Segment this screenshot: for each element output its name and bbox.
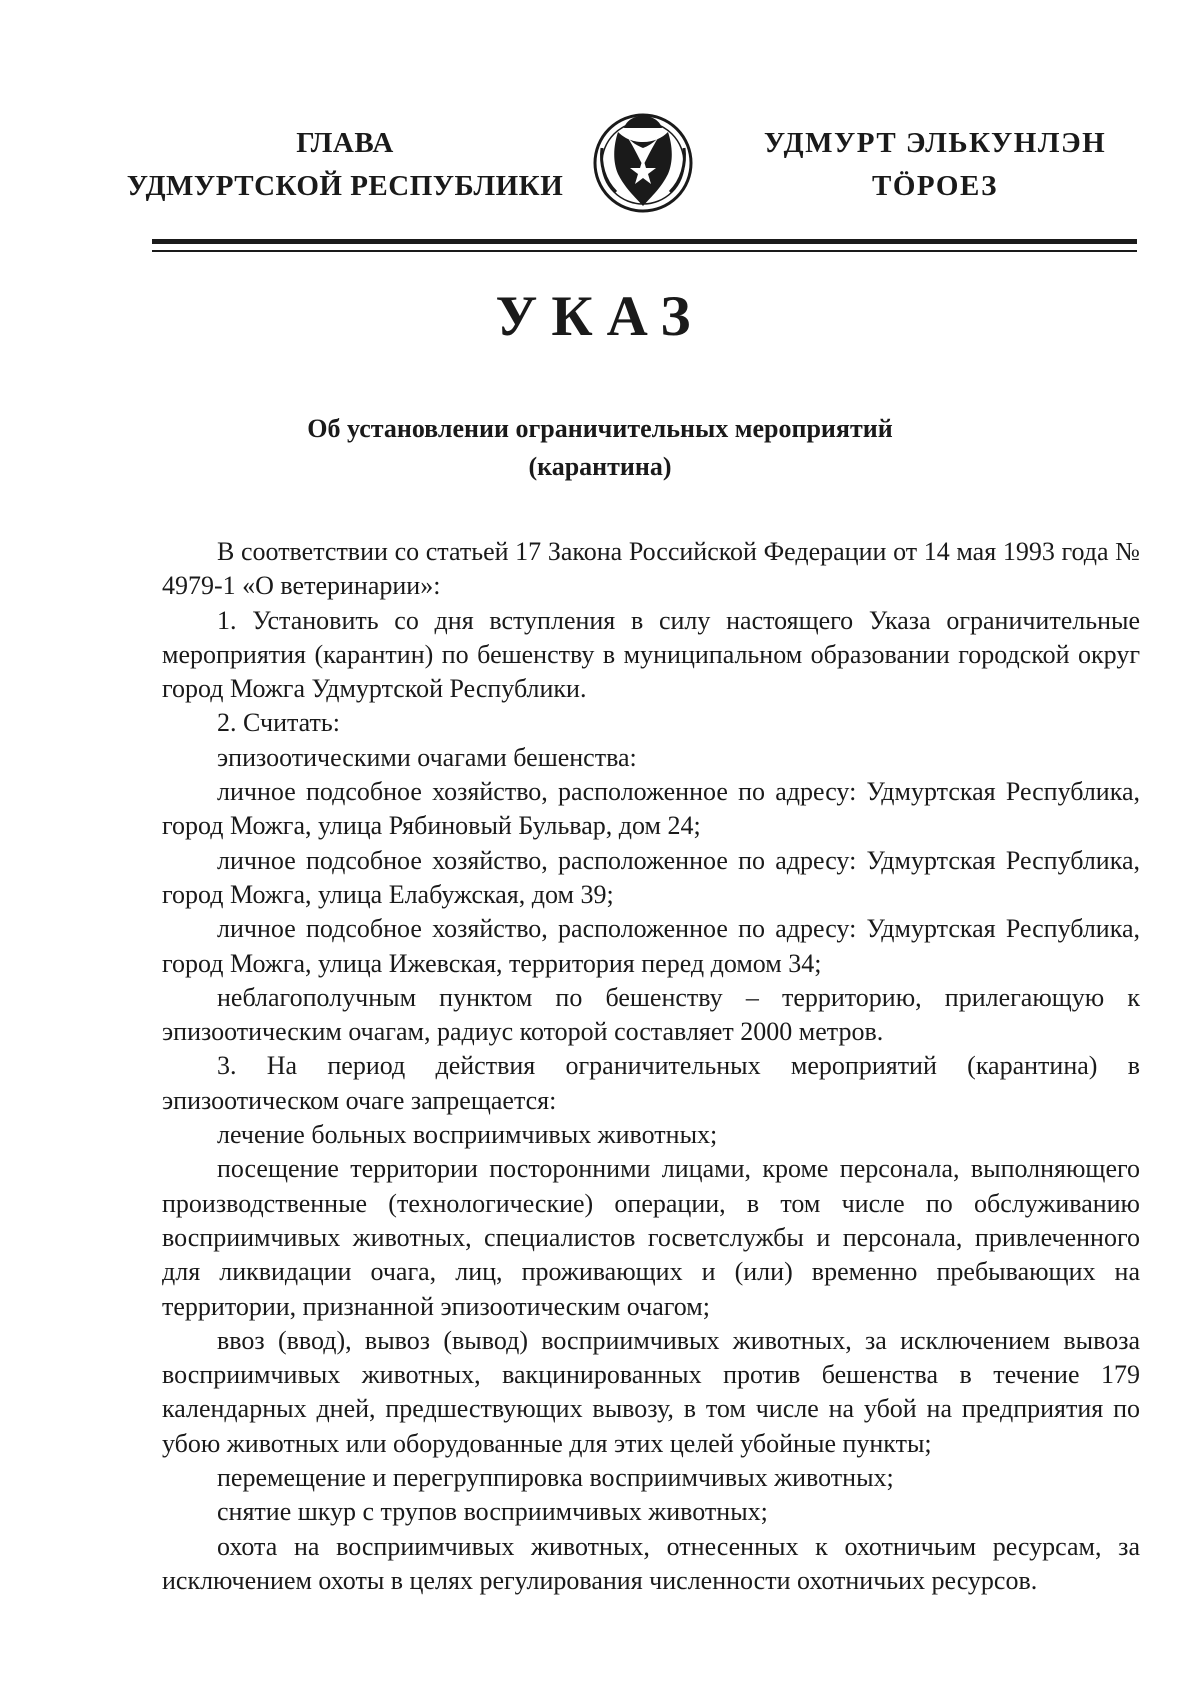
paragraph: эпизоотическими очагами бешенства: [217,742,637,772]
coat-of-arms-emblem-icon [588,108,698,218]
issuer-russian-line2: УДМУРТСКОЙ РЕСПУБЛИКИ [126,170,564,202]
document-body [162,535,1140,1598]
paragraph: лечение больных восприимчивых животных; [217,1120,718,1150]
issuer-russian-line1: ГЛАВА [296,127,394,159]
header-divider-thin [152,250,1137,252]
paragraph: перемещение и перегруппировка восприимчивых животных; [217,1463,894,1493]
paragraph: В соответствии со статьей 17 Закона Российской Федерации от 14 мая 1993 года № 4979-1 «О ветеринарии»: [162,537,1140,601]
paragraph: ввоз (ввод), вывоз (вывод) восприимчивых животных, за исключением вывоза восприимчивых животных, вакцинированных против бешенства в течение 179 календарных дней, предшествующих вывозу, в том числе на убой на предприятия по убою животных или оборудованные для этих целей убойные пункты; [162,1325,1140,1458]
document-title: УКАЗ [495,285,705,348]
document-subject [200,410,1000,486]
paragraph: 2. Считать: [217,708,340,738]
paragraph: личное подсобное хозяйство, расположенное по адресу: Удмуртская Республика, город Можга, улица Елабужская, дом 39; [162,845,1140,909]
paragraph: личное подсобное хозяйство, расположенное по адресу: Удмуртская Республика, город Можга, улица Рябиновый Бульвар, дом 24; [162,777,1140,841]
paragraph: посещение территории посторонними лицами, кроме персонала, выполняющего производственные (технологические) операции, в том числе по обслуживанию восприимчивых животных, специалистов госветслужбы и персонала, привлеченного для ликвидации очага, лиц, проживающих и (или) временно пребывающих на территории, признанной эпизоотическим очагом; [162,1154,1140,1321]
paragraph: снятие шкур с трупов восприимчивых животных; [217,1497,768,1527]
header-divider-thick [152,239,1137,244]
paragraph: 3. На период действия ограничительных мероприятий (карантина) в эпизоотическом очаге запрещается: [162,1051,1140,1115]
paragraph: личное подсобное хозяйство, расположенное по адресу: Удмуртская Республика, город Можга, улица Ижевская, территория перед домом 34; [162,914,1140,978]
subject-line-2: (карантина) [528,452,672,481]
issuer-udmurt [745,122,1125,208]
subject-line-1: Об установлении ограничительных мероприятий [307,414,893,443]
issuer-udmurt-line2: ТӦРОЕЗ [871,170,998,202]
issuer-udmurt-line1: УДМУРТ ЭЛЬКУНЛЭН [763,127,1107,159]
issuer-russian [120,122,570,208]
paragraph: охота на восприимчивых животных, отнесенных к охотничьим ресурсам, за исключением охоты в целях регулирования численности охотничьих ресурсов. [162,1531,1140,1595]
paragraph: неблагополучным пунктом по бешенству – территорию, прилегающую к эпизоотическим очагам, радиус которой составляет 2000 метров. [162,982,1140,1047]
paragraph: 1. Установить со дня вступления в силу настоящего Указа ограничительные мероприятия (карантин) по бешенству в муниципальном образовании городской округ город Можга Удмуртской Республики. [162,605,1140,704]
